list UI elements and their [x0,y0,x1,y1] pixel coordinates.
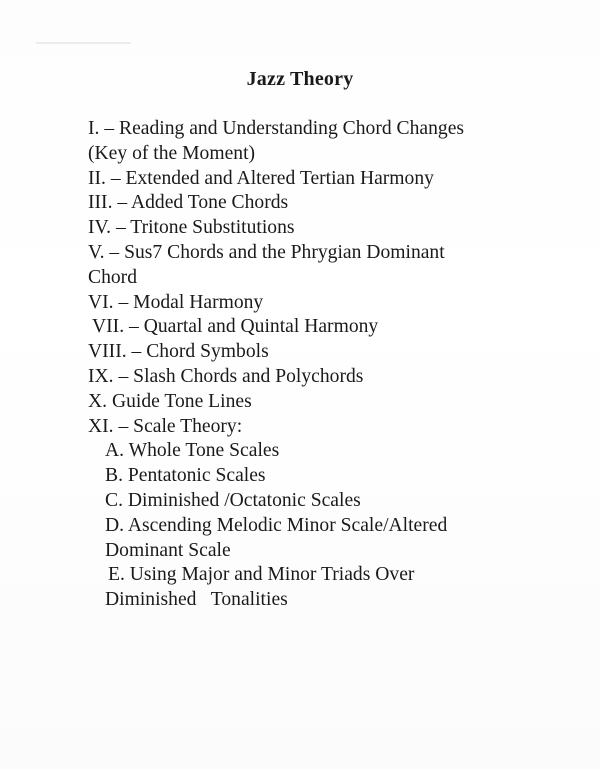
outline-subitem-c: C. Diminished /Octatonic Scales [105,489,361,511]
outline-subitem-e-cont: Diminished Tonalities [105,589,288,611]
outline-subitem-b: B. Pentatonic Scales [105,465,266,487]
document-title: Jazz Theory [246,68,354,90]
outline-line-2: (Key of the Moment) [88,142,256,164]
topic-outline [88,117,548,613]
outline-subitem-d: D. Ascending Melodic Minor Scale/Altered [105,514,448,536]
outline-line-3: II. – Extended and Altered Tertian Harmony [88,167,434,189]
outline-line-12: X. Guide Tone Lines [88,390,252,412]
scan-smudge [36,42,131,44]
outline-subitem-e: E. Using Major and Minor Triads Over [108,564,415,586]
outline-line-11: IX. – Slash Chords and Polychords [88,365,364,387]
outline-line-8: VI. – Modal Harmony [88,291,264,313]
outline-subitem-a: A. Whole Tone Scales [105,440,280,462]
outline-line-13: XI. – Scale Theory: [88,415,243,437]
outline-line-1: I. – Reading and Understanding Chord Changes [88,118,465,139]
outline-line-10: VIII. – Chord Symbols [88,341,269,363]
outline-line-5: IV. – Tritone Substitutions [88,217,295,239]
outline-subitem-d-cont: Dominant Scale [105,539,231,561]
outline-line-7: Chord [88,266,137,288]
outline-line-6: V. – Sus7 Chords and the Phrygian Dominant [88,241,445,263]
outline-line-9: VII. – Quartal and Quintal Harmony [92,316,379,338]
outline-line-4: III. – Added Tone Chords [88,192,289,214]
